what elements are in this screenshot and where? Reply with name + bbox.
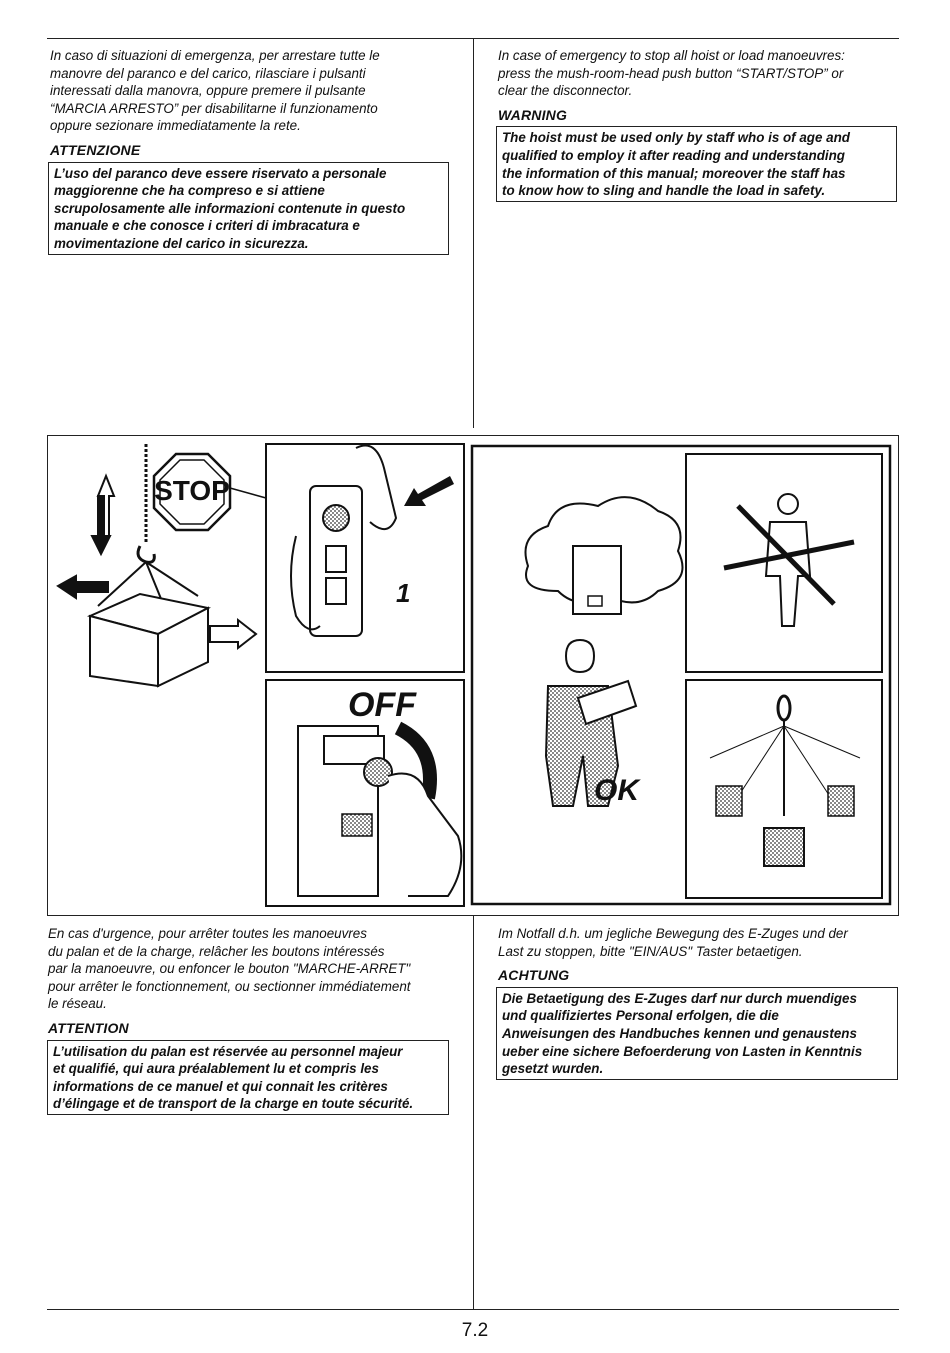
bottom-rule — [47, 1309, 899, 1310]
french-heading: ATTENTION — [48, 1019, 129, 1036]
column-divider-top — [473, 38, 474, 428]
stop-sign-icon — [154, 454, 266, 530]
german-section — [498, 925, 903, 1080]
german-heading: ACHTUNG — [498, 967, 570, 984]
operator-panel — [472, 446, 890, 904]
illustration-panel — [47, 435, 899, 916]
page-number: 7.2 — [461, 1320, 489, 1341]
italian-heading: ATTENZIONE — [50, 141, 141, 158]
french-warning-box: L’utilisation du palan est réservée au personnel majeur et qualifié, qui aura préalablement lu et compris les informations de ce manuel et qui connait les critères d’élingage et de transport de la charge en toute sécurité. — [47, 1040, 449, 1115]
button-number-label: 1 — [396, 578, 411, 608]
illustration — [48, 436, 898, 915]
off-label: OFF — [348, 686, 416, 724]
german-warning-box: Die Betaetigung des E-Zuges darf nur durch muendiges und qualifiziertes Personal erfolgen, die die Anweisungen des Handbuches kennen und genaustens ueber eine sichere Befoerderung von Lasten in Kenntnis gesetzt wurden. — [496, 987, 898, 1080]
english-body: In case of emergency to stop all hoist or load manoeuvres: press the mush-room-head push button “START/STOP” or clear the disconnector. — [498, 48, 845, 99]
stop-sign-label: STOP — [154, 475, 230, 506]
italian-warning-box: L’uso del paranco deve essere riservato a personale maggiorenne che ha compreso e si attiene scrupolosamente alle informazioni contenute in questo manuale e che conosce i criteri di imbracatura e movimentazione del carico in sicurezza. — [48, 162, 449, 255]
italian-body: In caso di situazioni di emergenza, per arrestare tutte le manovre del paranco e del carico, rilasciare i pulsanti interessati dalla manovra, oppure premere il pulsante “MARCIA ARRESTO” per disabilitarne il funzionamento oppure sezionare immediatamente la rete. — [50, 48, 380, 134]
disconnector-panel — [266, 680, 464, 906]
italian-section — [50, 47, 455, 255]
english-warning-box: The hoist must be used only by staff who is of age and qualified to employ it after reading and understanding the information of this manual; moreover the staff has to know how to sling and handle the load in safety. — [496, 126, 897, 201]
pendant-panel — [266, 444, 464, 672]
english-section — [498, 47, 903, 202]
french-section — [48, 925, 458, 1115]
german-body: Im Notfall d.h. um jegliche Bewegung des E-Zuges und der Last zu stoppen, bitte "EIN/AUS" Taster betaetigen. — [498, 926, 848, 959]
english-heading: WARNING — [498, 106, 568, 123]
ok-label: OK — [594, 774, 639, 807]
column-divider-bottom — [473, 916, 474, 1309]
french-body: En cas d'urgence, pour arrêter toutes les manoeuvres du palan et de la charge, relâcher les boutons intéressés par la manoeuvre, ou enfoncer le bouton "MARCHE-ARRET" pour arrêter le fonctionnement, ou sectionner immédiatement le réseau. — [48, 926, 411, 1012]
